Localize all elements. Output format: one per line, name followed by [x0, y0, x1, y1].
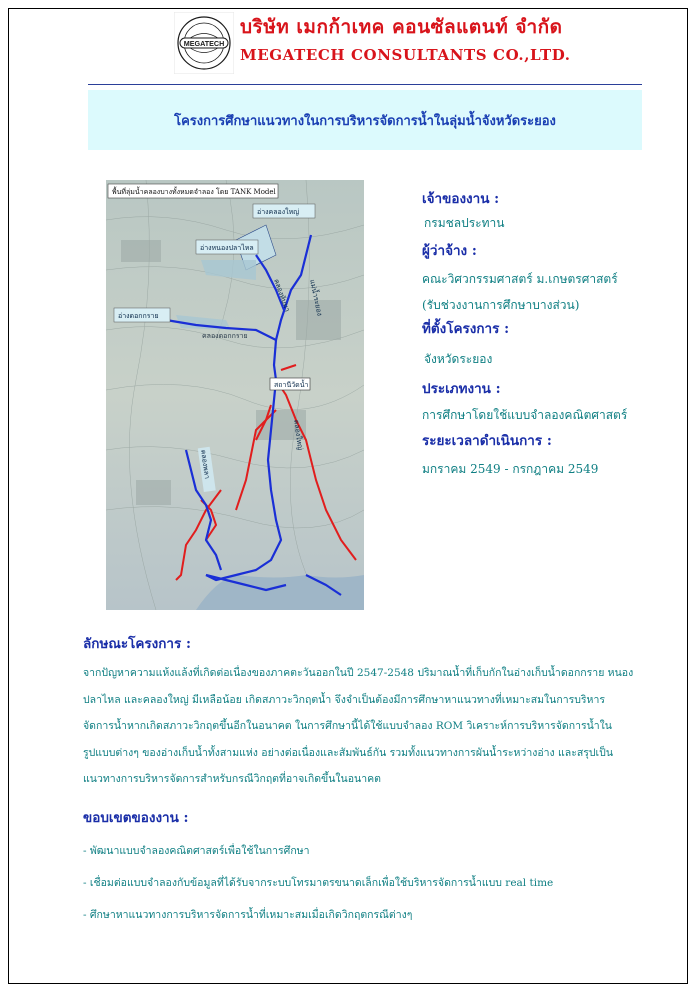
scope-item: - พัฒนาแบบจำลองคณิตศาสตร์เพื่อใช้ในการศึกษา — [83, 845, 310, 857]
company-name-english: MEGATECH CONSULTANTS CO.,LTD. — [240, 46, 571, 64]
duration-label: ระยะเวลาดำเนินการ : — [422, 433, 552, 449]
scope-heading: ขอบเขตของงาน : — [83, 810, 189, 826]
project-title-banner — [88, 90, 642, 150]
contractor-label: ผู้ว่าจ้าง : — [422, 243, 477, 259]
paragraph-line: จากปัญหาความแห้งแล้งที่เกิดต่อเนื่องของภาคตะวันออกในปี 2547-2548 ปริมาณน้ำที่เก็บกักในอ่างเก็บน้ำดอกกราย หนอง — [83, 667, 634, 679]
project-info — [422, 190, 677, 478]
scope-item: - เชื่อมต่อแบบจำลองกับข้อมูลที่ได้รับจากระบบโทรมาตรขนาดเล็กเพื่อใช้บริหารจัดการน้ำแบบ real time — [83, 877, 554, 889]
contractor-value: คณะวิศวกรรมศาสตร์ ม.เกษตรศาสตร์ — [422, 272, 618, 286]
contractor-note: (รับช่วงงานการศึกษาบางส่วน) — [422, 298, 580, 312]
duration-value: มกราคม 2549 - กรกฎาคม 2549 — [422, 462, 599, 476]
company-name-thai: บริษัท เมกก้าเทค คอนซัลแตนท์ จำกัด — [240, 16, 563, 38]
owner-label: เจ้าของงาน : — [422, 191, 500, 207]
owner-value: กรมชลประทาน — [424, 216, 505, 230]
characteristics-paragraph — [83, 660, 658, 793]
watershed-map — [106, 180, 364, 610]
megatech-logo — [174, 12, 234, 74]
label-river-2: แม่น้ำระยอง — [308, 278, 324, 317]
label-station: สถานีวัดน้ำ — [274, 381, 309, 389]
paragraph-line: จัดการน้ำหากเกิดสภาวะวิกฤตขึ้นอีกในอนาคต ในการศึกษานี้ได้ใช้แบบจำลอง ROM วิเคราะห์การบริหารจัดการน้ำใน — [83, 720, 612, 732]
type-label: ประเภทงาน : — [422, 381, 501, 397]
label-canal-3: คลองพลา — [199, 449, 212, 480]
label-canal-1: คลองดอกกราย — [202, 332, 248, 340]
paragraph-line: รูปแบบต่างๆ ของอ่างเก็บน้ำทั้งสามแห่ง อย่างต่อเนื่องและสัมพันธ์กัน รวมทั้งแนวทางการผันน้ำระหว่างอ่าง และสรุปเป็น — [83, 746, 613, 759]
map-title: พื้นที่ลุ่มน้ำคลองบางทั้งหมดจำลอง โดย TANK Model — [112, 188, 276, 196]
label-reservoir-2: อ่างหนองปลาไหล — [200, 244, 254, 252]
label-reservoir-3: อ่างดอกกราย — [118, 312, 159, 320]
label-river-1: คลองทับมา — [272, 277, 292, 313]
label-canal-2: คลองใหญ่ — [292, 419, 305, 451]
location-label: ที่ตั้งโครงการ : — [422, 321, 510, 337]
characteristics-heading: ลักษณะโครงการ : — [83, 636, 191, 652]
type-value: การศึกษาโดยใช้แบบจำลองคณิตศาสตร์ — [422, 408, 628, 422]
label-reservoir-1: อ่างคลองใหญ่ — [257, 208, 300, 216]
logo-text: MEGATECH — [183, 39, 225, 48]
scope-item: - ศึกษาหาแนวทางการบริหารจัดการน้ำที่เหมาะสมเมื่อเกิดวิกฤตกรณีต่างๆ — [83, 909, 413, 921]
header-divider — [88, 84, 642, 85]
project-title: โครงการศึกษาแนวทางในการบริหารจัดการน้ำในลุ่มน้ำจังหวัดระยอง — [174, 113, 556, 129]
paragraph-line: แนวทางการบริหารจัดการสำหรับกรณีวิกฤตที่อาจเกิดขึ้นในอนาคต — [83, 773, 381, 785]
location-value: จังหวัดระยอง — [424, 352, 493, 366]
paragraph-line: ปลาไหล และคลองใหญ่ มีเหลือน้อย เกิดสภาวะวิกฤตน้ำ จึงจำเป็นต้องมีการศึกษาหาแนวทางที่เหมาะสมในการบริหาร — [83, 693, 605, 706]
